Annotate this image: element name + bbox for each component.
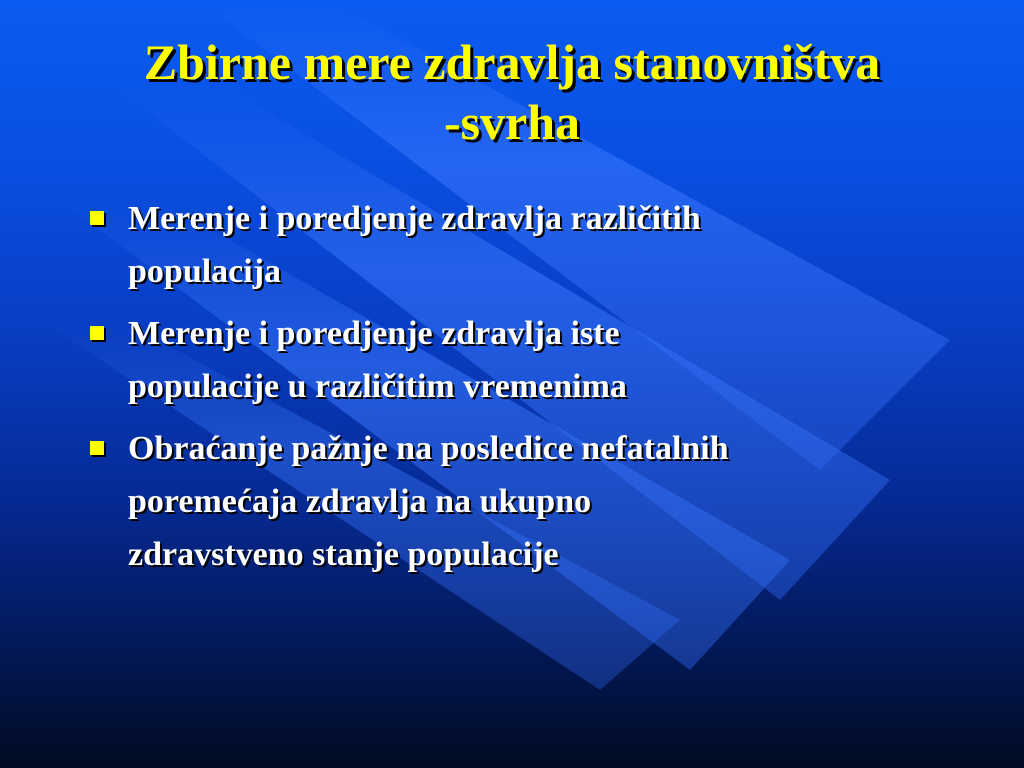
square-bullet-icon [90, 326, 104, 340]
bullet-item [88, 422, 958, 581]
bullet-text-line: populacije u različitim vremenima [128, 368, 627, 405]
bullet-item [88, 192, 958, 298]
bullet-text-line: Merenje i poredjenje zdravlja različitih [128, 200, 701, 237]
bullet-text-line: poremećaja zdravlja na ukupno [128, 483, 592, 520]
square-bullet-icon [90, 211, 104, 225]
square-bullet-icon [90, 441, 104, 455]
title-line: Zbirne mere zdravlja stanovništva [143, 34, 881, 90]
bullet-text-line: zdravstveno stanje populacije [128, 536, 559, 573]
bullet-text-line: Obraćanje pažnje na posledice nefatalnih [128, 430, 729, 467]
bullet-text-line: Merenje i poredjenje zdravlja iste [128, 315, 620, 352]
bullet-text-line: populacija [128, 253, 282, 290]
bullet-list [88, 192, 958, 590]
bullet-item [88, 307, 958, 413]
title-line: -svrha [443, 94, 581, 150]
slide-title [40, 32, 984, 152]
